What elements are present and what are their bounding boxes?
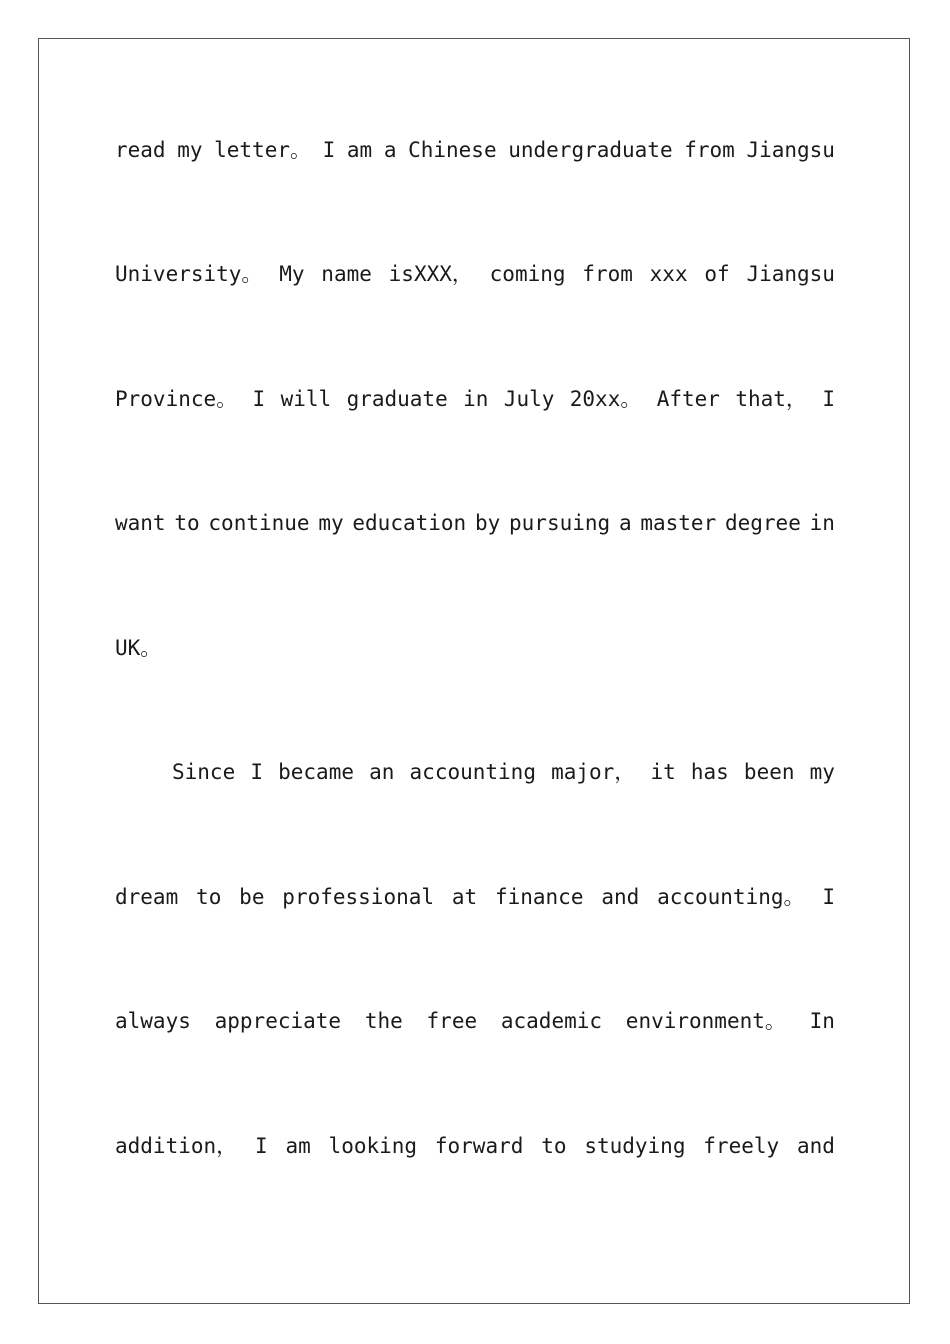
word: forward: [434, 1134, 524, 1158]
word: my: [809, 760, 835, 784]
word: at: [451, 885, 478, 909]
word: read: [115, 138, 166, 162]
word: am: [346, 138, 373, 162]
word: I: [252, 387, 266, 411]
text-line-8: [115, 1008, 835, 1034]
word: finance: [494, 885, 584, 909]
word: an: [369, 760, 395, 784]
word: my: [177, 138, 203, 162]
word: the: [364, 1009, 403, 1033]
word: I: [822, 387, 835, 411]
text-line-9: [115, 1133, 835, 1159]
word: appreciate: [214, 1009, 342, 1033]
text-line-4: [115, 510, 835, 536]
word: in: [463, 387, 489, 411]
word: University。: [115, 262, 263, 286]
word: from: [582, 262, 633, 286]
word: environment。: [625, 1009, 786, 1033]
word: a: [618, 511, 632, 535]
word: a: [383, 138, 397, 162]
word: be: [239, 885, 265, 909]
word: to: [541, 1134, 567, 1158]
word: dream: [115, 885, 179, 909]
word: xxx: [649, 262, 688, 286]
word: became: [278, 760, 354, 784]
word: am: [285, 1134, 311, 1158]
text-line-5: UK。: [115, 636, 162, 660]
page-border: [38, 38, 910, 1304]
word: it: [650, 760, 676, 784]
text-line-7: [115, 884, 835, 910]
word: graduate: [346, 387, 448, 411]
text-line-3: [115, 386, 835, 412]
word: has: [690, 760, 729, 784]
word: coming: [489, 262, 566, 286]
word: I: [322, 138, 336, 162]
word: freely: [703, 1134, 780, 1158]
word: Jiangsu: [746, 262, 835, 286]
word: I: [250, 760, 263, 784]
word: of: [704, 262, 730, 286]
word: studying: [584, 1134, 686, 1158]
word: Since: [172, 760, 236, 784]
text-line-6: [115, 759, 835, 785]
word: undergraduate: [508, 138, 673, 162]
word: will: [280, 387, 332, 411]
word: After: [656, 387, 720, 411]
word: professional: [282, 885, 435, 909]
word: to: [174, 511, 200, 535]
word: degree: [724, 511, 801, 535]
word: and: [796, 1134, 835, 1158]
text-line-1: [115, 137, 835, 163]
word: accounting: [409, 760, 536, 784]
word: Chinese: [408, 138, 497, 162]
word: from: [684, 138, 735, 162]
word: 20xx。: [569, 387, 642, 411]
word: and: [601, 885, 640, 909]
word: want: [115, 511, 166, 535]
word: Province。: [115, 387, 238, 411]
word: name: [321, 262, 372, 286]
word: I: [254, 1134, 268, 1158]
word: that，: [735, 387, 807, 411]
word: education: [352, 511, 467, 535]
word: In: [809, 1009, 835, 1033]
word: to: [196, 885, 222, 909]
word: master: [640, 511, 717, 535]
word: I: [822, 885, 835, 909]
word: free: [426, 1009, 478, 1033]
word: major，: [551, 760, 636, 784]
word: in: [809, 511, 835, 535]
word: academic: [500, 1009, 603, 1033]
text-line-2: [115, 261, 835, 287]
word: pursuing: [509, 511, 611, 535]
word: addition，: [115, 1134, 238, 1158]
word: My: [279, 262, 305, 286]
word: always: [115, 1009, 191, 1033]
word: accounting。: [657, 885, 805, 909]
word: Jiangsu: [746, 138, 835, 162]
word: continue: [208, 511, 310, 535]
word: July: [503, 387, 555, 411]
word: isXXX，: [388, 262, 473, 286]
word: by: [474, 511, 501, 535]
word: been: [743, 760, 795, 784]
word: letter。: [214, 138, 311, 162]
word: looking: [328, 1134, 418, 1158]
word: my: [318, 511, 344, 535]
